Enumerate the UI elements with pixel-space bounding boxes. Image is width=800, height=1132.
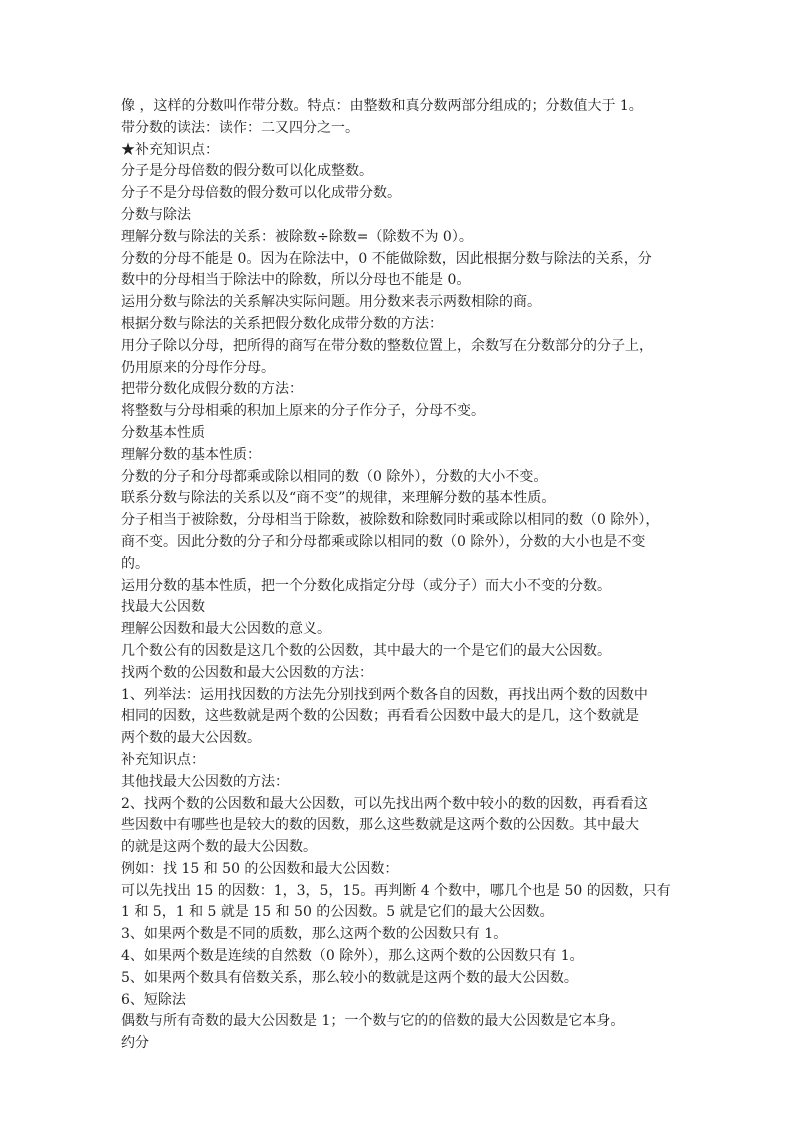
text-line: 1、列举法：运用找因数的方法先分别找到两个数各自的因数，再找出两个数的因数中 [121, 686, 648, 703]
text-line: 找两个数的公因数和最大公因数的方法： [121, 664, 373, 681]
text-line: 例如：找 15 和 50 的公因数和最大公因数： [121, 860, 399, 877]
text-line: 分子相当于被除数，分母相当于除数，被除数和除数同时乘或除以相同的数（0 除外）， [121, 512, 660, 529]
text-line: 商不变。因此分数的分子和分母都乘或除以相同的数（0 除外），分数的大小也是不变 [121, 533, 646, 550]
text-line: 些因数中有哪些也是较大的数的因数，那么这些数就是这两个数的公因数。其中最大 [121, 817, 639, 834]
text-line: 分数的分子和分母都乘或除以相同的数（0 除外），分数的大小不变。 [121, 468, 548, 485]
text-line: 几个数公有的因数是这几个数的公因数，其中最大的一个是它们的最大公因数。 [121, 642, 611, 659]
text-line: 1 和 5，1 和 5 就是 15 和 50 的公因数。5 就是它们的最大公因数。 [121, 904, 554, 921]
text-line: 分子是分母倍数的假分数可以化成整数。 [121, 163, 373, 180]
text-line: 运用分数的基本性质，把一个分数化成指定分母（或分子）而大小不变的分数。 [121, 577, 611, 594]
section-heading: 分数基本性质 [121, 424, 205, 441]
text-line: 理解公因数和最大公因数的意义。 [121, 621, 331, 638]
text-line: 相同的因数，这些数就是两个数的公因数；再看看公因数中最大的是几，这个数就是 [121, 708, 639, 725]
text-line: 其他找最大公因数的方法： [121, 773, 289, 790]
section-heading: 约分 [121, 1035, 149, 1052]
text-line: 把带分数化成假分数的方法： [121, 381, 303, 398]
text-line: 6、短除法 [121, 991, 186, 1008]
text-line: 理解分数与除法的关系：被除数÷除数=（除数不为 0）。 [121, 228, 473, 245]
text-line: ★补充知识点： [121, 141, 219, 158]
text-line: 可以先找出 15 的因数：1，3，5，15。再判断 4 个数中，哪几个也是 50 的因数，只有 [121, 882, 671, 899]
text-line: 联系分数与除法的关系以及“商不变”的规律，来理解分数的基本性质。 [121, 490, 556, 507]
text-line: 分数的分母不能是 0。因为在除法中，0 不能做除数，因此根据分数与除法的关系，分 [121, 250, 652, 267]
text-line: 偶数与所有奇数的最大公因数是 1；一个数与它的的倍数的最大公因数是它本身。 [121, 1013, 625, 1030]
text-line: 像 ，这样的分数叫作带分数。特点：由整数和真分数两部分组成的；分数值大于 1。 [121, 98, 643, 114]
text-line: 仍用原来的分母作分母。 [121, 359, 275, 376]
text-line: 两个数的最大公因数。 [121, 730, 261, 747]
text-line: 3、如果两个数是不同的质数，那么这两个数的公因数只有 1。 [121, 926, 508, 943]
text-line: 用分子除以分母，把所得的商写在带分数的整数位置上，余数写在分数部分的分子上， [121, 337, 653, 354]
text-line: 理解分数的基本性质： [121, 446, 261, 463]
text-line: 数中的分母相当于除法中的除数，所以分母也不能是 0。 [121, 272, 471, 289]
text-line: 分子不是分母倍数的假分数可以化成带分数。 [121, 185, 401, 202]
text-line: 5、如果两个数具有倍数关系，那么较小的数就是这两个数的最大公因数。 [121, 969, 578, 986]
text-line: 补充知识点： [121, 751, 205, 768]
text-line: 4、如果两个数是连续的自然数（0 除外），那么这两个数的公因数只有 1。 [121, 948, 584, 965]
section-heading: 找最大公因数 [121, 599, 205, 616]
text-line: 运用分数与除法的关系解决实际问题。用分数来表示两数相除的商。 [121, 294, 541, 311]
text-line: 将整数与分母相乘的积加上原来的分子作分子，分母不变。 [121, 403, 485, 420]
text-line: 的。 [121, 555, 149, 572]
text-line: 根据分数与除法的关系把假分数化成带分数的方法： [121, 315, 443, 332]
text-line: 带分数的读法：读作：二又四分之一。 [121, 119, 359, 136]
document-body [121, 96, 691, 1055]
text-line: 的就是这两个数的最大公因数。 [121, 839, 317, 856]
section-heading: 分数与除法 [121, 206, 191, 223]
text-line: 2、找两个数的公因数和最大公因数，可以先找出两个数中较小的数的因数，再看看这 [121, 795, 648, 812]
